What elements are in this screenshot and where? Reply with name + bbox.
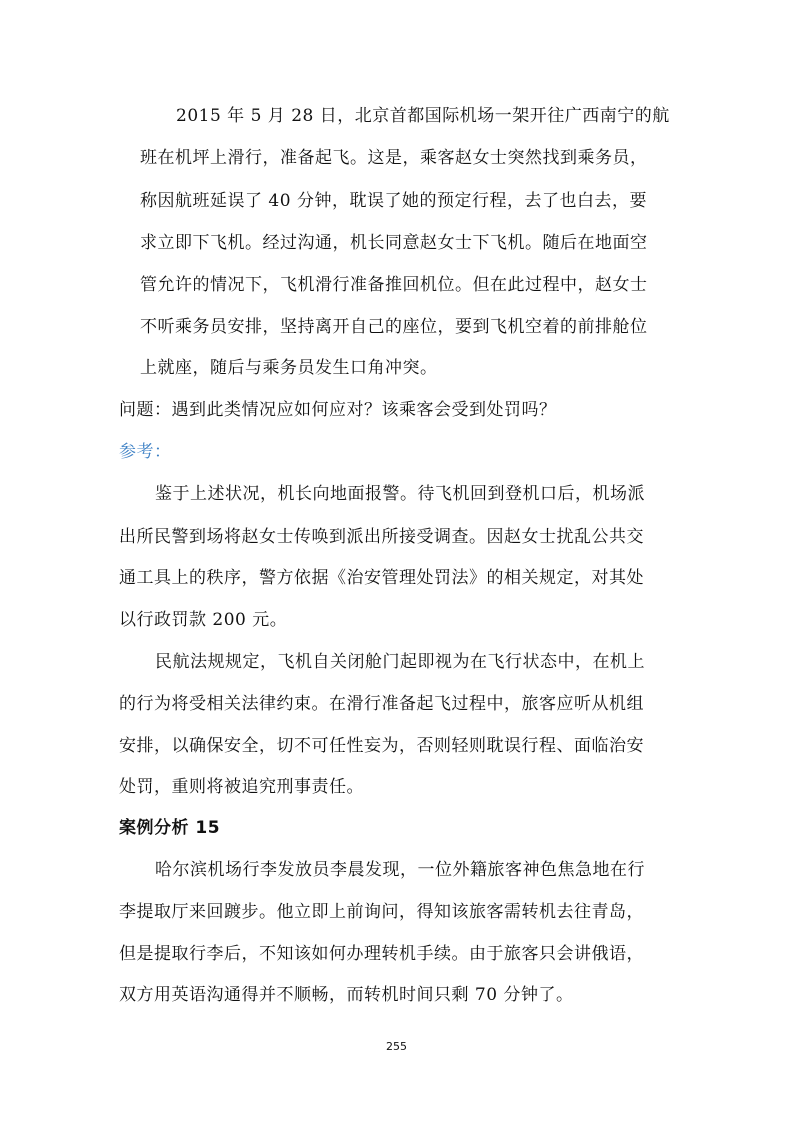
answer2-line-1: 民航法规规定，飞机自关闭舱门起即视为在飞行状态中，在机上	[155, 652, 645, 672]
case-line-6: 不听乘务员安排，坚持离开自己的座位，要到飞机空着的前排舱位	[140, 317, 648, 337]
answer1-line-2: 出所民警到场将赵女士传唤到派出所接受调查。因赵女士扰乱公共交	[119, 527, 644, 547]
answer1-line-3: 通工具上的秩序，警方依据《治安管理处罚法》的相关规定，对其处	[119, 568, 644, 588]
case-heading: 案例分析 15	[119, 818, 221, 838]
case-line-1: 2015 年 5 月 28 日，北京首都国际机场一架开往广西南宁的航	[176, 106, 670, 126]
case-line-7: 上就座，随后与乘务员发生口角冲突。	[140, 358, 438, 378]
answer2-line-3: 安排，以确保安全，切不可任性妄为，否则轻则耽误行程、面临治安	[119, 736, 644, 756]
answer1-line-4: 以行政罚款 200 元。	[119, 610, 288, 630]
case15-line-3: 但是提取行李后，不知该如何办理转机手续。由于旅客只会讲俄语，	[119, 944, 644, 964]
answer2-line-4: 处罚，重则将被追究刑事责任。	[119, 777, 364, 797]
case-line-3: 称因航班延误了 40 分钟，耽误了她的预定行程，去了也白去，要	[140, 191, 647, 211]
case-line-5: 管允许的情况下，飞机滑行准备推回机位。但在此过程中，赵女士	[140, 275, 648, 295]
question-text: 问题：遇到此类情况应如何应对？该乘客会受到处罚吗？	[119, 400, 557, 420]
case15-line-2: 李提取厅来回踱步。他立即上前询问，得知该旅客需转机去往青岛，	[119, 902, 644, 922]
case15-line-4: 双方用英语沟通得并不顺畅，而转机时间只剩 70 分钟了。	[119, 985, 574, 1005]
page-number: 255	[386, 1040, 407, 1053]
reference-label: 参考：	[119, 442, 172, 462]
case-line-2: 班在机坪上滑行，准备起飞。这是，乘客赵女士突然找到乘务员，	[140, 148, 648, 168]
answer1-line-1: 鉴于上述状况，机长向地面报警。待飞机回到登机口后，机场派	[155, 484, 645, 504]
answer2-line-2: 的行为将受相关法律约束。在滑行准备起飞过程中，旅客应听从机组	[119, 694, 644, 714]
case-line-4: 求立即下飞机。经过沟通，机长同意赵女士下飞机。随后在地面空	[140, 233, 648, 253]
case15-line-1: 哈尔滨机场行李发放员李晨发现，一位外籍旅客神色焦急地在行	[155, 860, 645, 880]
